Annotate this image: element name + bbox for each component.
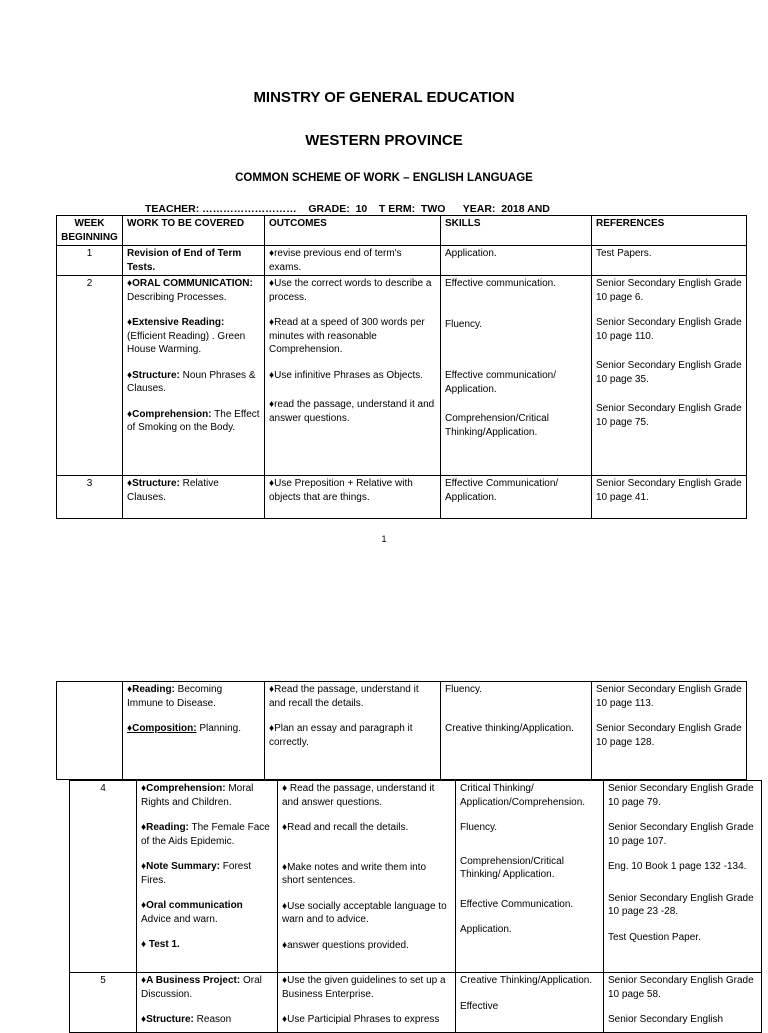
skill-item: Creative Thinking/Application. xyxy=(460,975,593,986)
reference-item: Senior Secondary English Grade 10 page 75. xyxy=(596,403,742,428)
work-topic: ♦ Test 1. xyxy=(141,939,180,950)
scheme-table-page1 xyxy=(56,215,747,519)
table-row xyxy=(70,781,762,973)
skill-item: Fluency. xyxy=(445,318,483,330)
outcome-cell: ♦Use Preposition + Relative with objects that are things. xyxy=(265,476,441,519)
work-cell xyxy=(123,476,265,519)
outcome-item: ♦read the passage, understand it and answer questions. xyxy=(269,399,435,424)
work-topic: ♦Note Summary: xyxy=(141,861,221,872)
skill-item: Fluency. xyxy=(445,684,483,695)
week-cell xyxy=(57,682,123,780)
work-detail: Moral Rights and Children. xyxy=(141,783,254,808)
work-detail: The Effect of Smoking on the Body. xyxy=(127,408,260,433)
outcome-cell: ♦revise previous end of term's exams. xyxy=(265,246,441,276)
outcome-item: ♦Use socially acceptable language to warn and to advice. xyxy=(282,900,447,925)
week-cell: 2 xyxy=(57,276,123,476)
reference-item: Senior Secondary English Grade 10 page 128. xyxy=(596,723,742,748)
scheme-table-page2 xyxy=(69,780,762,1033)
col-skills: SKILLS xyxy=(441,216,592,246)
work-topic: ♦A Business Project: xyxy=(141,975,241,986)
work-detail: Noun Phrases & Clauses. xyxy=(127,369,256,394)
reference-cell xyxy=(592,682,747,780)
outcome-item: ♦Use infinitive Phrases as Objects. xyxy=(269,369,424,381)
work-detail: (Efficient Reading) . Green House Warming. xyxy=(127,330,246,355)
outcome-item: ♦answer questions provided. xyxy=(282,939,409,951)
reference-cell xyxy=(604,781,762,973)
work-topic: ♦Composition: xyxy=(127,723,197,734)
week-cell: 4 xyxy=(70,781,137,973)
outcome-cell xyxy=(265,682,441,780)
skill-item: Effective xyxy=(460,1000,499,1012)
province-title: WESTERN PROVINCE xyxy=(305,132,463,149)
reference-item: Senior Secondary English Grade 10 page 79. xyxy=(608,783,754,808)
work-detail: The Female Face of the Aids Epidemic. xyxy=(141,822,270,847)
skill-item: Creative thinking/Application. xyxy=(445,722,574,734)
outcome-item: ♦Read and recall the details. xyxy=(282,822,409,833)
col-week: WEEK BEGINNING xyxy=(57,216,123,246)
work-topic: ♦Structure: xyxy=(127,478,180,489)
work-topic: ♦Structure: xyxy=(127,369,180,381)
ministry-title: MINSTRY OF GENERAL EDUCATION xyxy=(253,89,515,106)
page-number: 1 xyxy=(381,534,387,544)
outcome-cell xyxy=(265,276,441,476)
col-outcomes: OUTCOMES xyxy=(265,216,441,246)
reference-cell xyxy=(592,276,747,476)
table-row xyxy=(57,246,747,276)
skill-item: Fluency. xyxy=(460,822,498,833)
work-topic: ♦Structure: xyxy=(141,1014,194,1025)
reference-cell: Senior Secondary English Grade 10 page 41. xyxy=(592,476,747,519)
skill-item: Comprehension/Critical Thinking/ Application. xyxy=(460,855,564,880)
work-detail: Planning. xyxy=(196,723,242,734)
work-topic: ♦ORAL COMMUNICATION: xyxy=(127,278,253,289)
outcome-cell xyxy=(278,781,456,973)
work-text: Revision of End of Term Tests. xyxy=(127,248,242,273)
work-cell xyxy=(123,246,265,276)
skill-cell: Application. xyxy=(441,246,592,276)
week-cell: 3 xyxy=(57,476,123,519)
scheme-table-continued xyxy=(56,681,747,780)
skill-item: Effective communication/ Application. xyxy=(445,370,556,395)
work-topic: ♦Comprehension: xyxy=(141,783,226,794)
scheme-subtitle: COMMON SCHEME OF WORK – ENGLISH LANGUAGE xyxy=(235,172,533,184)
work-cell xyxy=(137,781,278,973)
reference-cell: Test Papers. xyxy=(592,246,747,276)
reference-item: Senior Secondary English Grade 10 page 110. xyxy=(596,317,742,342)
outcome-item: ♦Read at a speed of 300 words per minutes with reasonable Comprehension. xyxy=(269,317,425,355)
work-detail: Advice and warn. xyxy=(141,913,218,925)
work-topic: ♦Oral communication xyxy=(141,900,243,911)
reference-item: Senior Secondary English Grade 10 page 6. xyxy=(596,278,742,303)
teacher-line: TEACHER: ……………………… GRADE: 10 T ERM: TWO YEAR: 2018 AND xyxy=(145,203,550,215)
work-cell xyxy=(123,276,265,476)
reference-item: Test Question Paper. xyxy=(608,931,701,943)
skill-item: Critical Thinking/ Application/Comprehension. xyxy=(460,783,586,808)
reference-item: Senior Secondary English Grade 10 page 23 -28. xyxy=(608,892,754,917)
table-header-row xyxy=(57,216,747,246)
table-row xyxy=(57,276,747,476)
work-detail: Reason xyxy=(193,1014,232,1025)
work-detail: Oral Discussion. xyxy=(141,975,262,1000)
reference-item: Senior Secondary English Grade 10 page 107. xyxy=(608,822,754,847)
outcome-item: ♦ Read the passage, understand it and answer questions. xyxy=(282,783,435,808)
skill-item: Application. xyxy=(460,924,512,935)
col-references: REFERENCES xyxy=(592,216,747,246)
outcome-item: ♦Read the passage, understand it and recall the details. xyxy=(269,684,419,709)
work-detail: Forest Fires. xyxy=(141,861,252,886)
skill-item: Effective communication. xyxy=(445,278,556,289)
reference-item: Senior Secondary English Grade 10 page 35. xyxy=(596,360,742,385)
work-topic: ♦Reading: xyxy=(141,822,189,833)
skill-cell: Effective Communication/ Application. xyxy=(441,476,592,519)
work-cell xyxy=(123,682,265,780)
work-detail: Describing Processes. xyxy=(127,291,227,303)
reference-item: Senior Secondary English Grade 10 page 113. xyxy=(596,684,742,709)
work-topic: ♦Comprehension: xyxy=(127,408,212,420)
skill-item: Comprehension/Critical Thinking/Application. xyxy=(445,413,549,438)
outcome-item: ♦Use Participial Phrases to express xyxy=(282,1014,440,1025)
outcome-item: ♦Use the given guidelines to set up a Business Enterprise. xyxy=(282,975,446,1000)
work-topic: ♦Extensive Reading: xyxy=(127,317,225,328)
col-work: WORK TO BE COVERED xyxy=(123,216,265,246)
outcome-item: ♦Use the correct words to describe a process. xyxy=(269,278,432,303)
work-topic: ♦Reading: xyxy=(127,684,175,695)
skill-item: Effective Communication. xyxy=(460,898,574,910)
week-cell: 1 xyxy=(57,246,123,276)
work-detail: Becoming Immune to Disease. xyxy=(127,684,223,709)
skill-cell xyxy=(441,682,592,780)
reference-item: Senior Secondary English Grade 10 page 58. xyxy=(608,975,754,1000)
skill-cell xyxy=(456,781,604,973)
table-row xyxy=(57,682,747,780)
skill-cell xyxy=(441,276,592,476)
outcome-item: ♦Plan an essay and paragraph it correctly. xyxy=(269,723,413,748)
week-cell: 5 xyxy=(70,973,137,1033)
reference-item: Eng. 10 Book 1 page 132 -134. xyxy=(608,861,747,872)
outcome-item: ♦Make notes and write them into short sentences. xyxy=(282,861,427,886)
reference-item: Senior Secondary English xyxy=(608,1014,724,1025)
table-row xyxy=(57,476,747,519)
work-detail: Relative Clauses. xyxy=(127,478,219,503)
